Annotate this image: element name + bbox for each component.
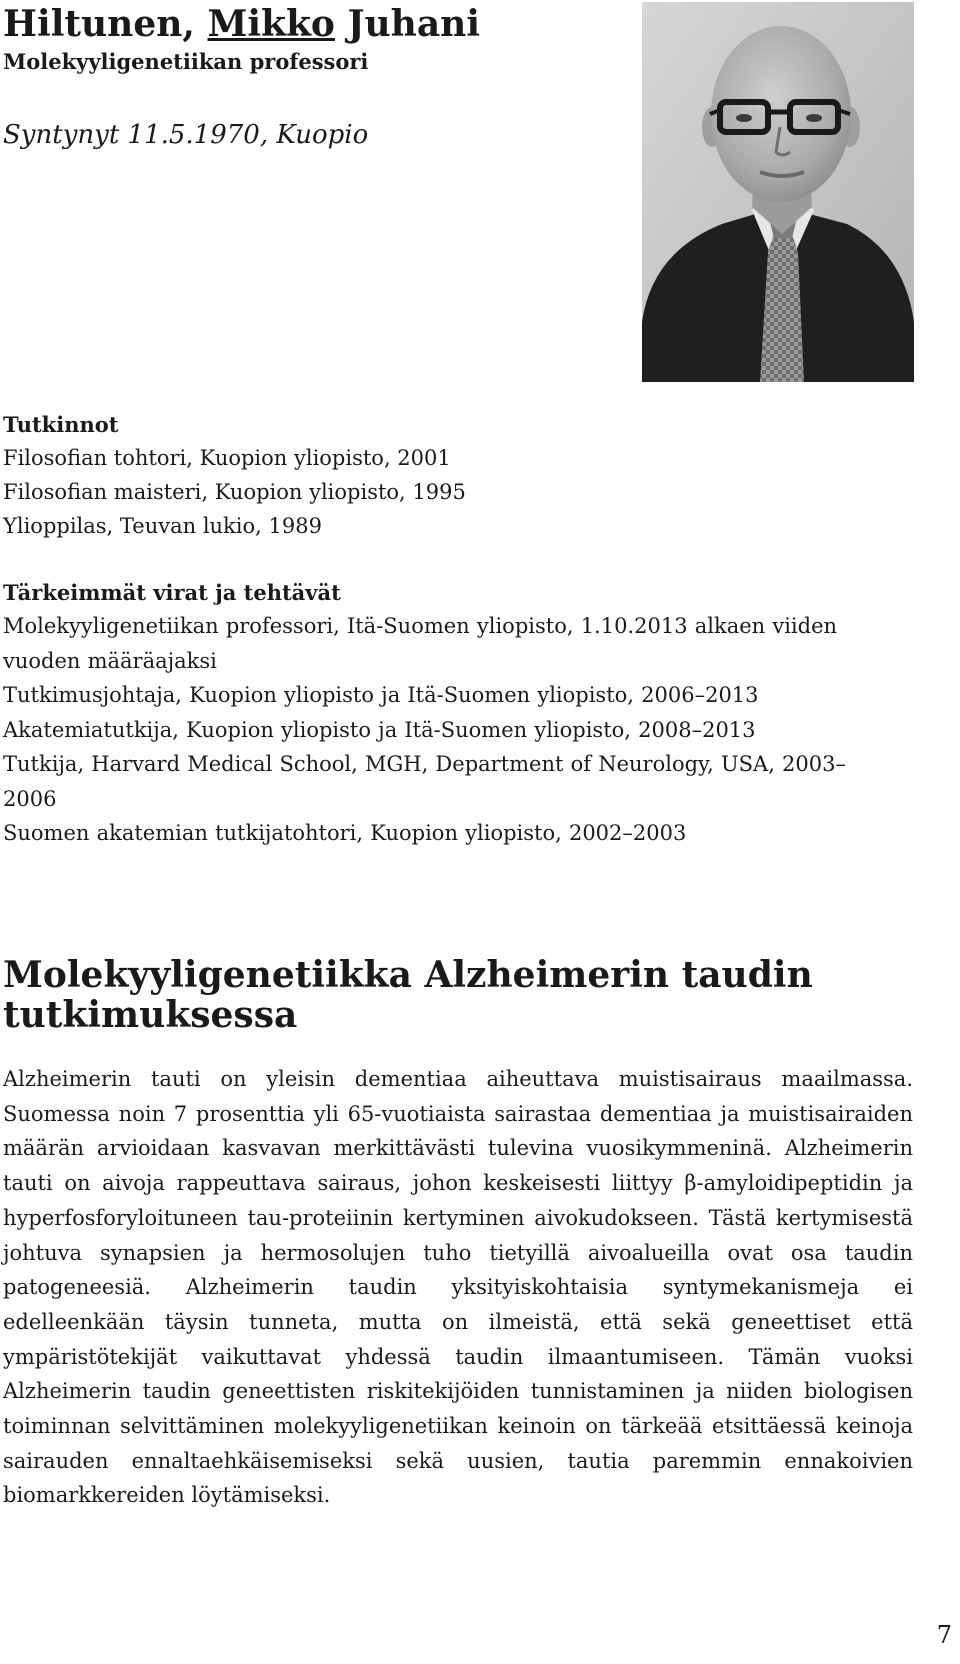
degree-item: Ylioppilas, Teuvan lukio, 1989 (3, 514, 322, 538)
degrees-list (3, 441, 466, 543)
portrait-photo (642, 2, 914, 382)
position-item: Tutkija, Harvard Medical School, MGH, Department of Neurology, USA, 2003–2006 (3, 752, 846, 811)
position-item: Molekyyligenetiikan professori, Itä-Suomen yliopisto, 1.10.2013 alkaen viiden vuoden määräajaksi (3, 614, 838, 673)
birth-info: Syntynyt 11.5.1970, Kuopio (3, 120, 369, 150)
positions-list (3, 609, 883, 851)
article-heading: Molekyyligenetiikka Alzheimerin taudin tutkimuksessa (3, 954, 813, 1036)
page-number: 7 (936, 1621, 952, 1649)
name-surname: Hiltunen, (3, 3, 208, 45)
name-middle: Juhani (334, 3, 481, 45)
article-body: Alzheimerin tauti on yleisin dementiaa aiheuttava muistisairaus maailmassa. Suomessa noin 7 prosenttia yli 65-vuotiaista sairastaa dementiaa ja muistisairaiden määrän arvioidaan kasvavan merkittävästi tulevina vuosikymmeninä. Alzheimerin tauti on aivoja rappeuttava sairaus, johon keskeisesti liittyy β-amyloidipeptidin ja hyperfosforyloituneen tau-proteiinin kertyminen aivokudokseen. Tästä kertymisestä johtuva synapsien ja hermosolujen tuho tietyillä aivoalueilla ovat osa taudin patogeneesiä. Alzheimerin taudin yksityiskohtaisia syntymekanismeja ei edelleenkään täysin tunneta, mutta on ilmeistä, että sekä geneettiset että ympäristötekijät vaikuttavat yhdessä taudin ilmaantumiseen. Tämän vuoksi Alzheimerin taudin geneettisten riskitekijöiden tunnistaminen ja niiden biologisen toiminnan selvittäminen molekyyligenetiikan keinoin on tärkeää etsittäessä keinoja sairauden ennaltaehkäisemiseksi sekä uusien, tautia paremmin ennakoivien biomarkkereiden löytämiseksi. (3, 1067, 913, 1508)
position-item: Tutkimusjohtaja, Kuopion yliopisto ja Itä-Suomen yliopisto, 2006–2013 (3, 683, 759, 707)
position-item: Suomen akatemian tutkijatohtori, Kuopion yliopisto, 2002–2003 (3, 821, 687, 845)
position-item: Akatemiatutkija, Kuopion yliopisto ja Itä-Suomen yliopisto, 2008–2013 (3, 717, 756, 742)
person-name (3, 2, 480, 46)
positions-heading: Tärkeimmät virat ja tehtävät (3, 580, 341, 605)
person-title: Molekyyligenetiikan professori (3, 49, 369, 74)
degree-item: Filosofian maisteri, Kuopion yliopisto, 1995 (3, 480, 466, 504)
degree-item: Filosofian tohtori, Kuopion yliopisto, 2001 (3, 446, 451, 470)
name-first: Mikko (207, 3, 335, 45)
degrees-heading: Tutkinnot (3, 412, 119, 437)
